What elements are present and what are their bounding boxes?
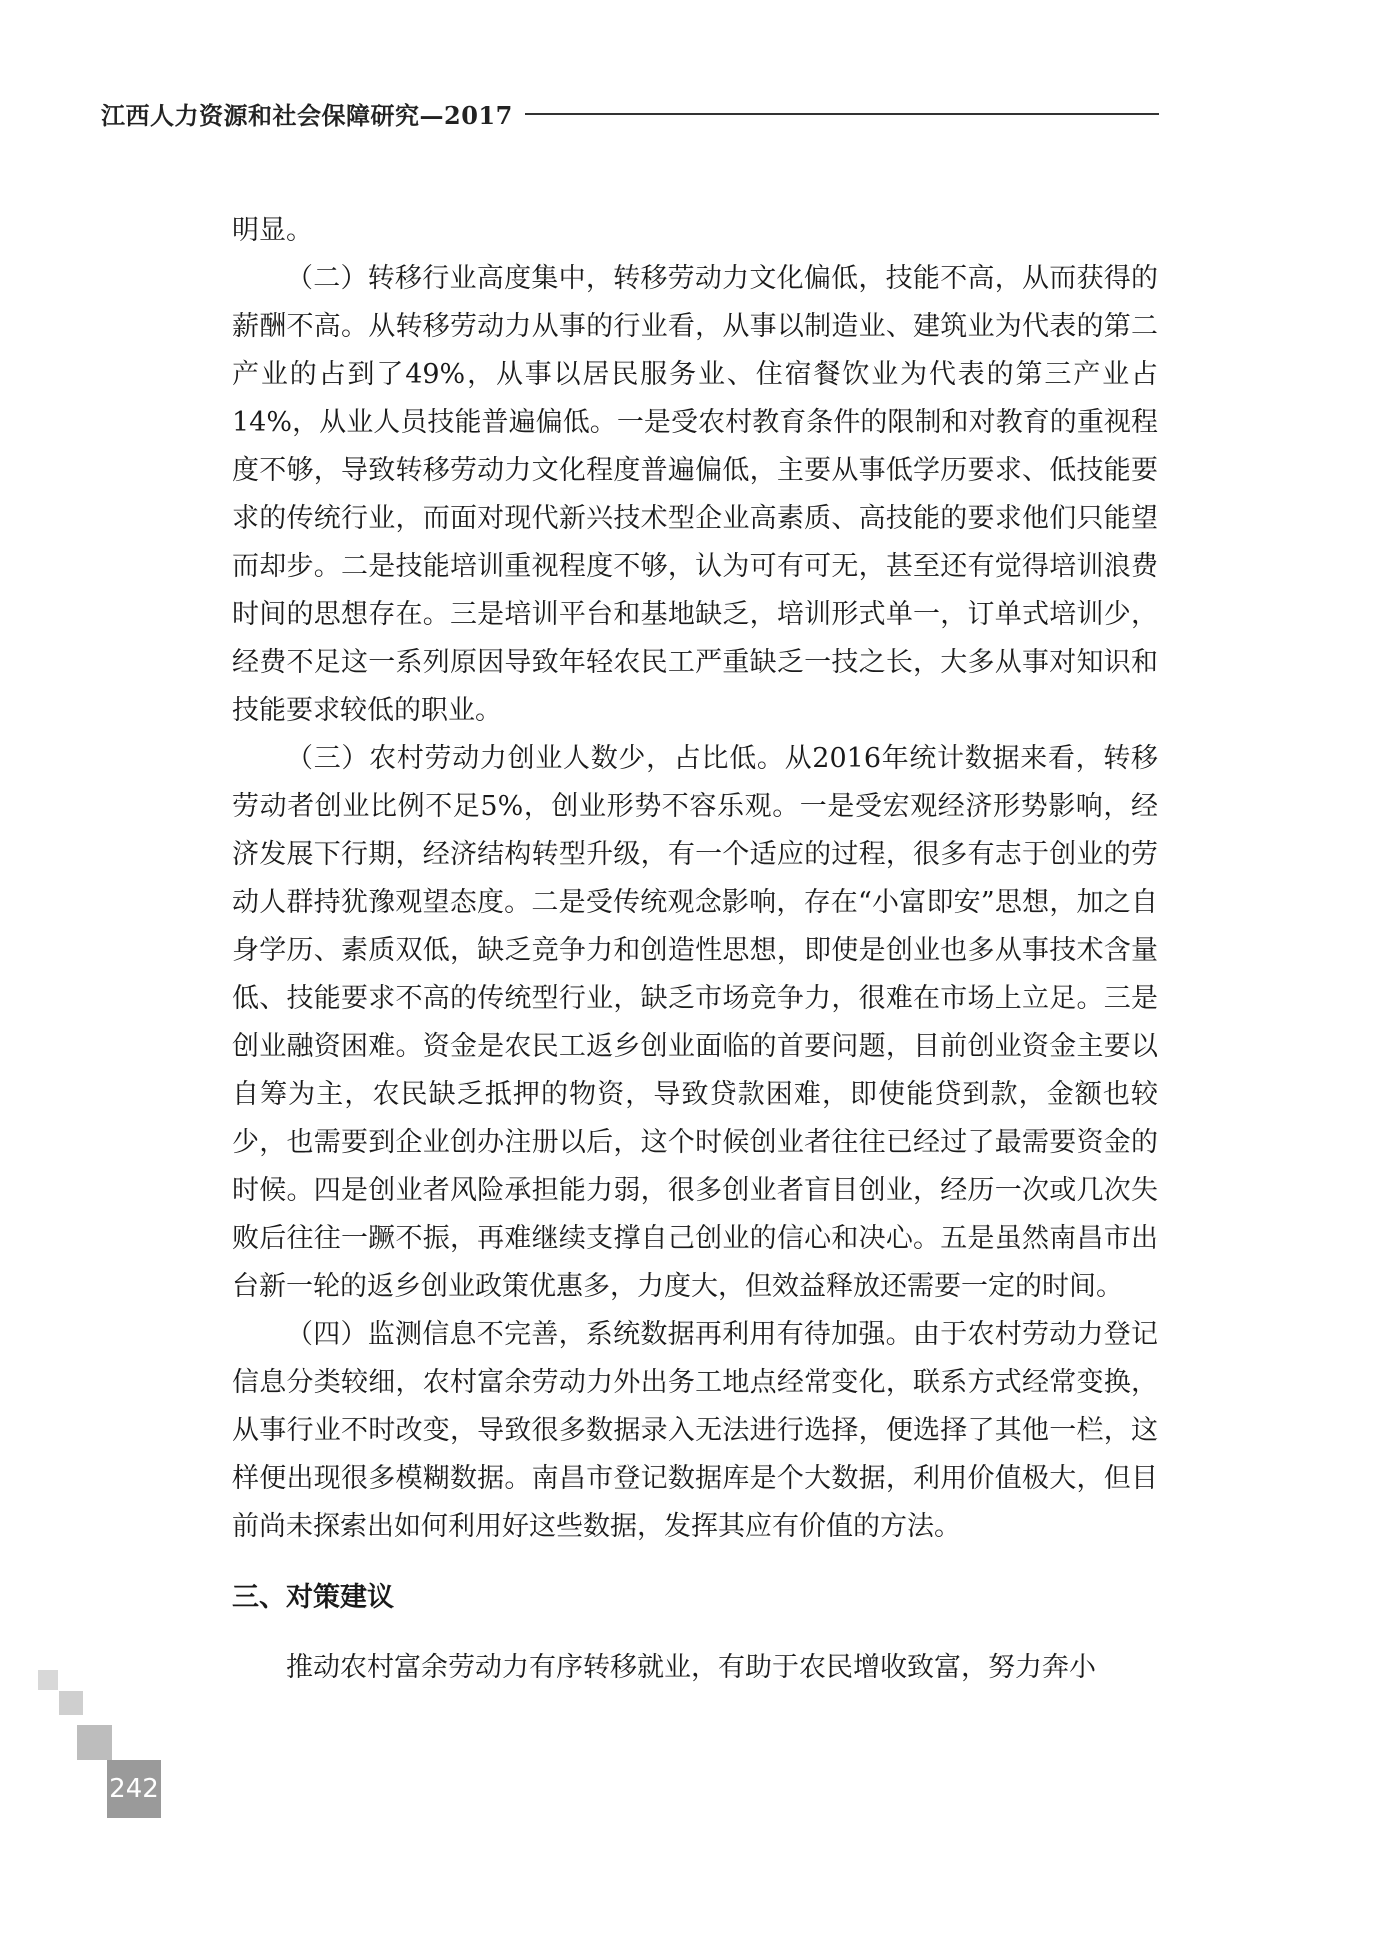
decor-square (38, 1670, 58, 1690)
paragraph-section-2: （二）转移行业高度集中，转移劳动力文化偏低，技能不高，从而获得的薪酬不高。从转移劳动力从事的行业看，从事以制造业、建筑业为代表的第二产业的占到了49%，从事以居民服务业、住宿餐饮业为代表的第三产业占14%，从业人员技能普遍偏低。一是受农村教育条件的限制和对教育的重视程度不够，导致转移劳动力文化程度普遍偏低，主要从事低学历要求、低技能要求的传统行业，而面对现代新兴技术型企业高素质、高技能的要求他们只能望而却步。二是技能培训重视程度不够，认为可有可无，甚至还有觉得培训浪费时间的思想存在。三是培训平台和基地缺乏，培训形式单一，订单式培训少，经费不足这一系列原因导致年轻农民工严重缺乏一技之长，大多从事对知识和技能要求较低的职业。 (232, 263, 1158, 726)
decor-square (77, 1725, 112, 1760)
decor-square (59, 1691, 83, 1715)
paragraph-section-4: （四）监测信息不完善，系统数据再利用有待加强。由于农村劳动力登记信息分类较细，农村富余劳动力外出务工地点经常变化，联系方式经常变换，从事行业不时改变，导致很多数据录入无法进行选择，便选择了其他一栏，这样便出现很多模糊数据。南昌市登记数据库是个大数据，利用价值极大，但目前尚未探索出如何利用好这些数据，发挥其应有价值的方法。 (232, 1319, 1158, 1542)
paragraph-policy-intro: 推动农村富余劳动力有序转移就业，有助于农民增收致富，努力奔小 (286, 1652, 1096, 1683)
header-rule (525, 113, 1159, 115)
page-number: 242 (107, 1760, 161, 1818)
journal-title: 江西人力资源和社会保障研究—2017 (101, 101, 513, 130)
running-header (101, 96, 1159, 131)
paragraph-continuation: 明显。 (232, 215, 313, 246)
body-text (232, 207, 1158, 1692)
section-heading: 三、对策建议 (232, 1582, 394, 1613)
paragraph-section-3: （三）农村劳动力创业人数少，占比低。从2016年统计数据来看，转移劳动者创业比例不足5%，创业形势不容乐观。一是受宏观经济形势影响，经济发展下行期，经济结构转型升级，有一个适应的过程，很多有志于创业的劳动人群持犹豫观望态度。二是受传统观念影响，存在“小富即安”思想，加之自身学历、素质双低，缺乏竞争力和创造性思想，即使是创业也多从事技术含量低、技能要求不高的传统型行业，缺乏市场竞争力，很难在市场上立足。三是创业融资困难。资金是农民工返乡创业面临的首要问题，目前创业资金主要以自筹为主，农民缺乏抵押的物资，导致贷款困难，即使能贷到款，金额也较少，也需要到企业创办注册以后，这个时候创业者往往已经过了最需要资金的时候。四是创业者风险承担能力弱，很多创业者盲目创业，经历一次或几次失败后往往一蹶不振，再难继续支撑自己创业的信心和决心。五是虽然南昌市出台新一轮的返乡创业政策优惠多，力度大，但效益释放还需要一定的时间。 (232, 743, 1158, 1302)
